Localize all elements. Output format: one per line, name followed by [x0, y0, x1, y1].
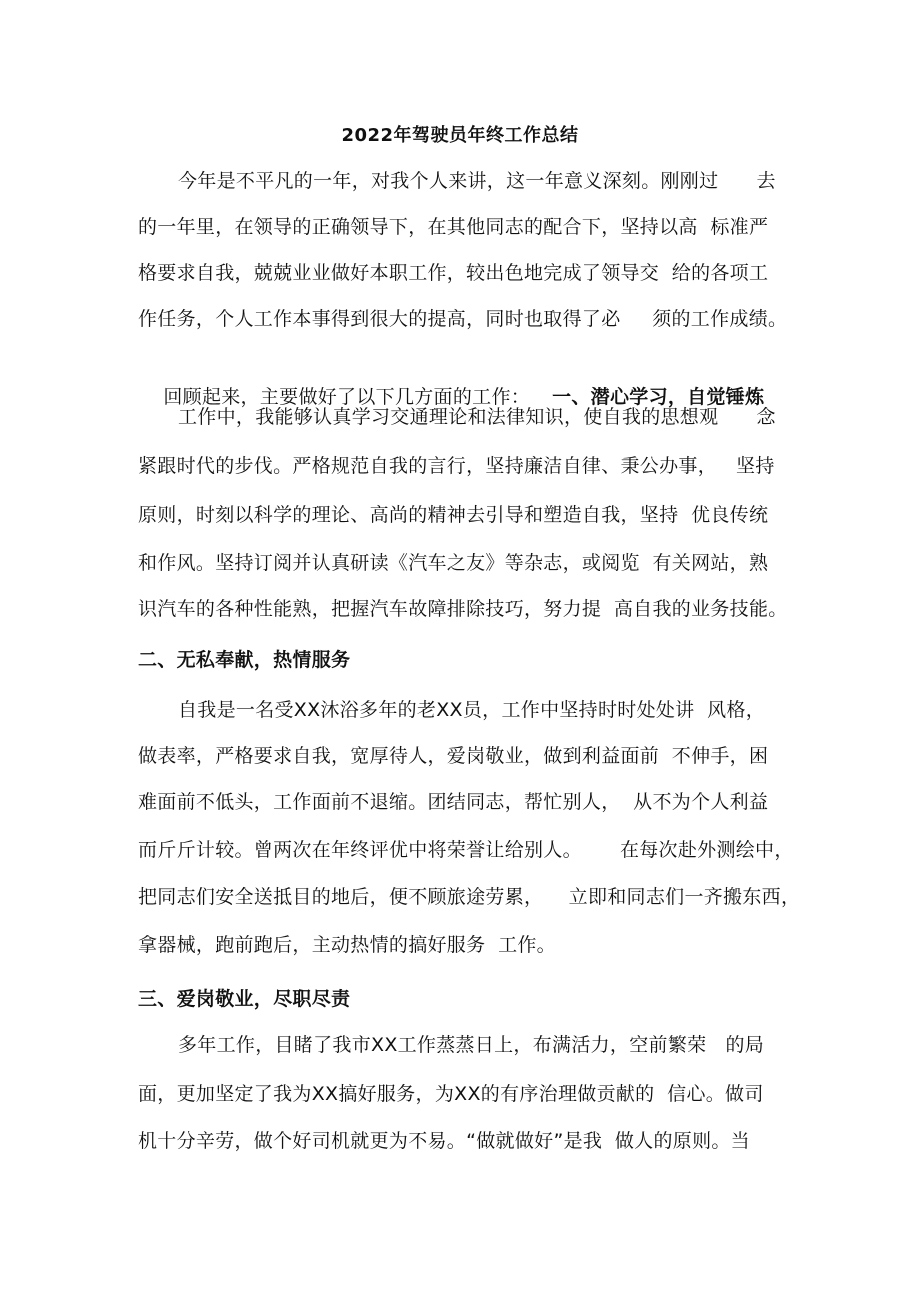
document-title: 2022年驾驶员年终工作总结 — [341, 125, 579, 146]
paragraph-line: 把同志们安全送抵目的地后，便不顾旅途劳累， 立即和同志们一齐搬东西， — [138, 886, 801, 908]
paragraph-line: 面，更加坚定了我为XX搞好服务，为XX的有序治理做贡献的 信心。做司 — [138, 1083, 764, 1105]
paragraph-line: 自我是一名受XX沐浴多年的老XX员，工作中坚持时时处处讲 风格， — [178, 699, 766, 721]
paragraph-line: 和作风。坚持订阅并认真研读《汽车之友》等杂志，或阅览 有关网站，熟 — [138, 552, 769, 574]
paragraph-line: 多年工作，目睹了我市XX工作蒸蒸日上，布满活力，空前繁荣 的局 — [178, 1034, 765, 1056]
paragraph-line: 机十分辛劳，做个好司机就更为不易。“做就做好”是我 做人的原则。当 — [138, 1130, 750, 1152]
paragraph-line: 的一年里，在领导的正确领导下，在其他同志的配合下，坚持以高 标准严 — [138, 216, 769, 238]
section-heading-3: 三、爱岗敬业，尽职尽责 — [138, 988, 351, 1010]
paragraph-line: 今年是不平凡的一年，对我个人来讲，这一年意义深刻。刚刚过 去 — [178, 170, 776, 192]
section-heading-1: 一、潜心学习，自觉锤炼 — [552, 386, 765, 408]
paragraph-line: 难面前不低头，工作面前不退缩。团结同志，帮忙别人， 从不为个人利益 — [138, 791, 769, 813]
paragraph-line: 原则，时刻以科学的理论、高尚的精神去引导和塑造自我，坚持 优良传统 — [138, 504, 769, 526]
paragraph-line: 格要求自我，兢兢业业做好本职工作，较出色地完成了领导交 给的各项工 — [138, 262, 769, 284]
paragraph-text: 回顾起来，主要做好了以下几方面的工作： — [163, 386, 531, 408]
paragraph-line: 工作中，我能够认真学习交通理论和法律知识，使自我的思想观 念 — [178, 406, 776, 428]
paragraph-line: 拿器械，跑前跑后，主动热情的搞好服务 工作。 — [138, 934, 556, 956]
paragraph-line: 紧跟时代的步伐。严格规范自我的言行，坚持廉洁自律、秉公办事， 坚持 — [138, 455, 775, 477]
section-heading-2: 二、无私奉献，热情服务 — [138, 649, 351, 671]
paragraph-line: 作任务，个人工作本事得到很大的提高，同时也取得了必 须的工作成绩。 — [138, 308, 788, 330]
paragraph-line: 做表率，严格要求自我，宽厚待人，爱岗敬业，做到利益面前 不伸手，困 — [138, 745, 769, 767]
paragraph-line: 而斤斤计较。曾两次在年终评优中将荣誉让给别人。 在每次赴外测绘中， — [138, 839, 794, 861]
paragraph-line: 识汽车的各种性能熟，把握汽车故障排除技巧，努力提 高自我的业务技能。 — [138, 598, 788, 620]
